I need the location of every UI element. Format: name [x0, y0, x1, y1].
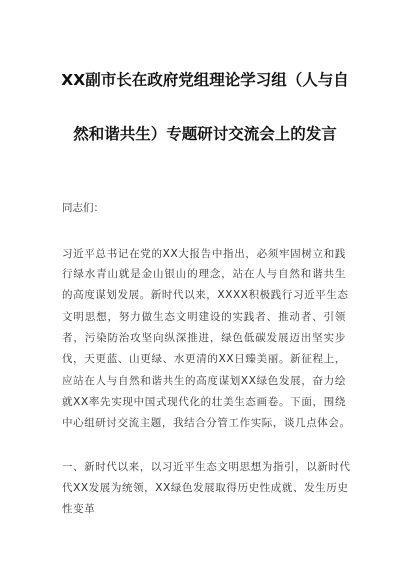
paragraph-1-line: 伐，天更蓝、山更绿、水更清的XX日臻美丽。新征程上，: [62, 353, 346, 365]
paragraph-1-line: 者，污染防治攻坚向纵深推进，绿色低碳发展迈出坚实步: [62, 332, 346, 344]
paragraph-1-line: 行绿水青山就是金山银山的理念，站在人与自然和谐共生: [62, 268, 346, 280]
document-title-line-2: 然和谐共生）专题研讨交流会上的发言: [73, 125, 337, 143]
paragraph-1-line: 就XX率先实现中国式现代化的壮美生态画卷。下面，围绕: [62, 396, 346, 408]
paragraph-1-line: 的高度谋划发展。新时代以来，XXXX积极践行习近平生态: [62, 289, 349, 301]
paragraph-1-line: 应站在人与自然和谐共生的高度谋划XX绿色发展，奋力绘: [62, 375, 346, 387]
paragraph-2-line: 性变革: [62, 503, 96, 515]
paragraph-2-line: 代XX发展为统领，XX绿色发展取得历史性成就、发生历史: [62, 482, 349, 494]
salutation: 同志们：: [62, 202, 104, 214]
paragraph-1-line: 文明思想，努力做生态文明建设的实践者、推动者、引领: [62, 311, 346, 323]
paragraph-2-line: 一、新时代以来，以习近平生态文明思想为指引，以新时代: [62, 461, 351, 473]
paragraph-1-line: 中心组研讨交流主题，我结合分管工作实际，谈几点体会。: [62, 417, 351, 429]
document-title-line-1: XX副市长在政府党组理论学习组（人与自: [61, 71, 349, 89]
paragraph-1-line: 习近平总书记在党的XX大报告中指出，必须牢固树立和践: [62, 248, 346, 260]
